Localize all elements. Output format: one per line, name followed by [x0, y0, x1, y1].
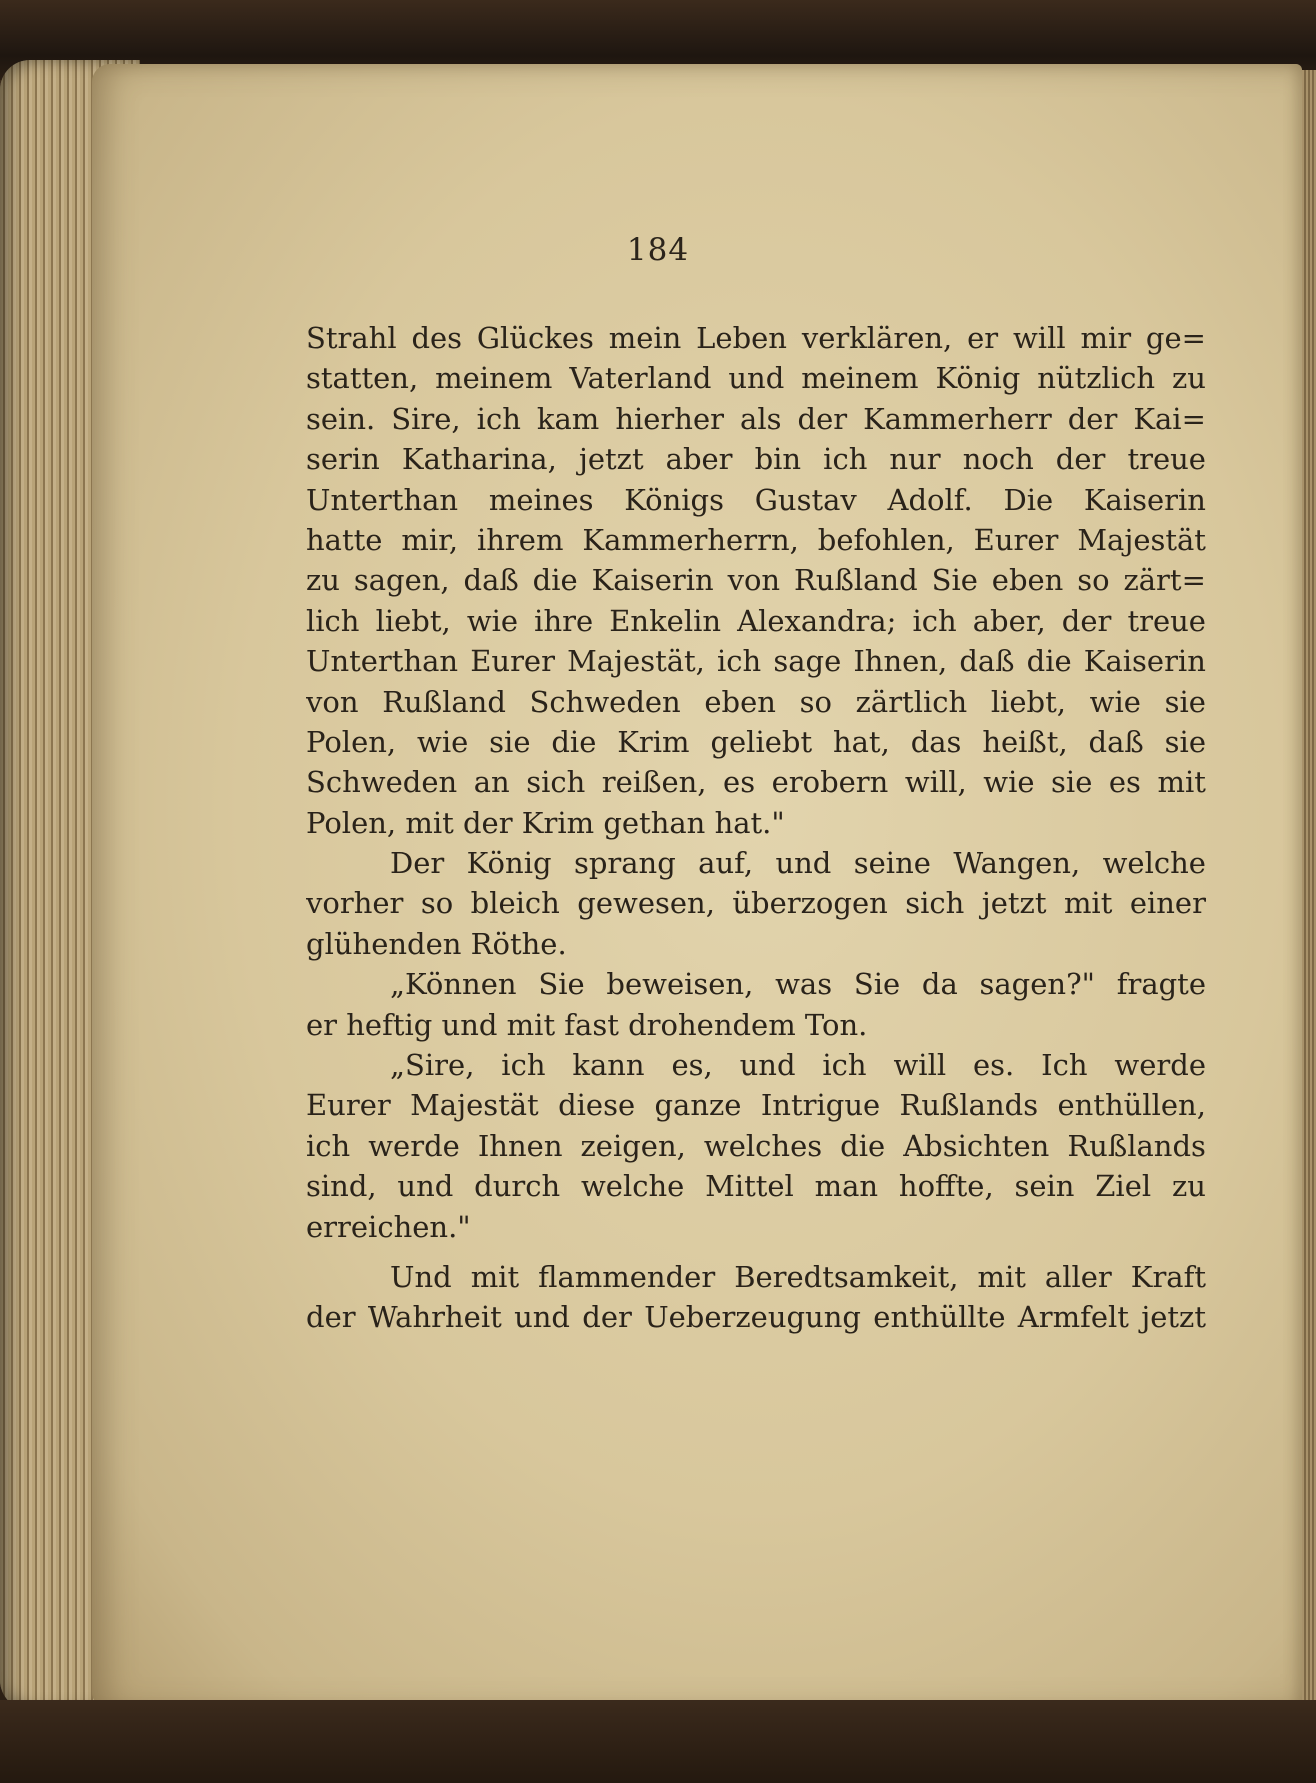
paragraph-gap [306, 1247, 1206, 1257]
text-line: er heftig und mit fast drohendem Ton. [306, 1007, 868, 1042]
text-line: lich liebt, wie ihre Enkelin Alexandra; ich aber, der treue [306, 603, 1206, 638]
text-line: statten, meinem Vaterland und meinem König nützlich zu [306, 361, 1206, 396]
page-text [306, 318, 1206, 1338]
text-line: von Rußland Schweden eben so zärtlich liebt, wie sie [306, 684, 1206, 719]
text-line: Unterthan meines Königs Gustav Adolf. Die Kaiserin [306, 482, 1206, 517]
text-line: serin Katharina, jetzt aber bin ich nur noch der treue [306, 442, 1206, 477]
text-line: Schweden an sich reißen, es erobern will, wie sie es mit [306, 765, 1206, 800]
text-line: ich werde Ihnen zeigen, welches die Absichten Rußlands [306, 1128, 1206, 1163]
text-line: Strahl des Glückes mein Leben verklären, er will mir ge= [306, 321, 1206, 355]
text-line: hatte mir, ihrem Kammerherrn, befohlen, Eurer Majestät [306, 522, 1206, 557]
text-line: „Können Sie beweisen, was Sie da sagen?" fragte [390, 967, 1206, 1002]
text-line: sind, und durch welche Mittel man hoffte, sein Ziel zu [306, 1169, 1206, 1204]
text-line: Eurer Majestät diese ganze Intrigue Rußlands enthüllen, [306, 1088, 1206, 1123]
text-line: „Sire, ich kann es, und ich will es. Ich werde [390, 1048, 1206, 1083]
text-line: Polen, mit der Krim gethan hat." [306, 805, 785, 840]
text-line: zu sagen, daß die Kaiserin von Rußland Sie eben so zärt= [306, 563, 1206, 598]
text-line: der Wahrheit und der Ueberzeugung enthüllte Armfelt jetzt [306, 1300, 1206, 1335]
text-line: glühenden Röthe. [306, 926, 567, 961]
text-line: sein. Sire, ich kam hierher als der Kammerherr der Kai= [306, 401, 1206, 436]
text-line: vorher so bleich gewesen, überzogen sich jetzt mit einer [306, 886, 1206, 921]
text-line: Unterthan Eurer Majestät, ich sage Ihnen, daß die Kaiserin [306, 644, 1206, 679]
text-line: Der König sprang auf, und seine Wangen, welche [390, 846, 1206, 881]
text-line: Polen, wie sie die Krim geliebt hat, das heißt, daß sie [306, 724, 1206, 759]
page-number: 184 [626, 232, 690, 268]
book-cover-bottom [0, 1700, 1316, 1783]
text-line: erreichen." [306, 1209, 471, 1244]
text-line: Und mit flammender Beredtsamkeit, mit aller Kraft [390, 1259, 1206, 1294]
